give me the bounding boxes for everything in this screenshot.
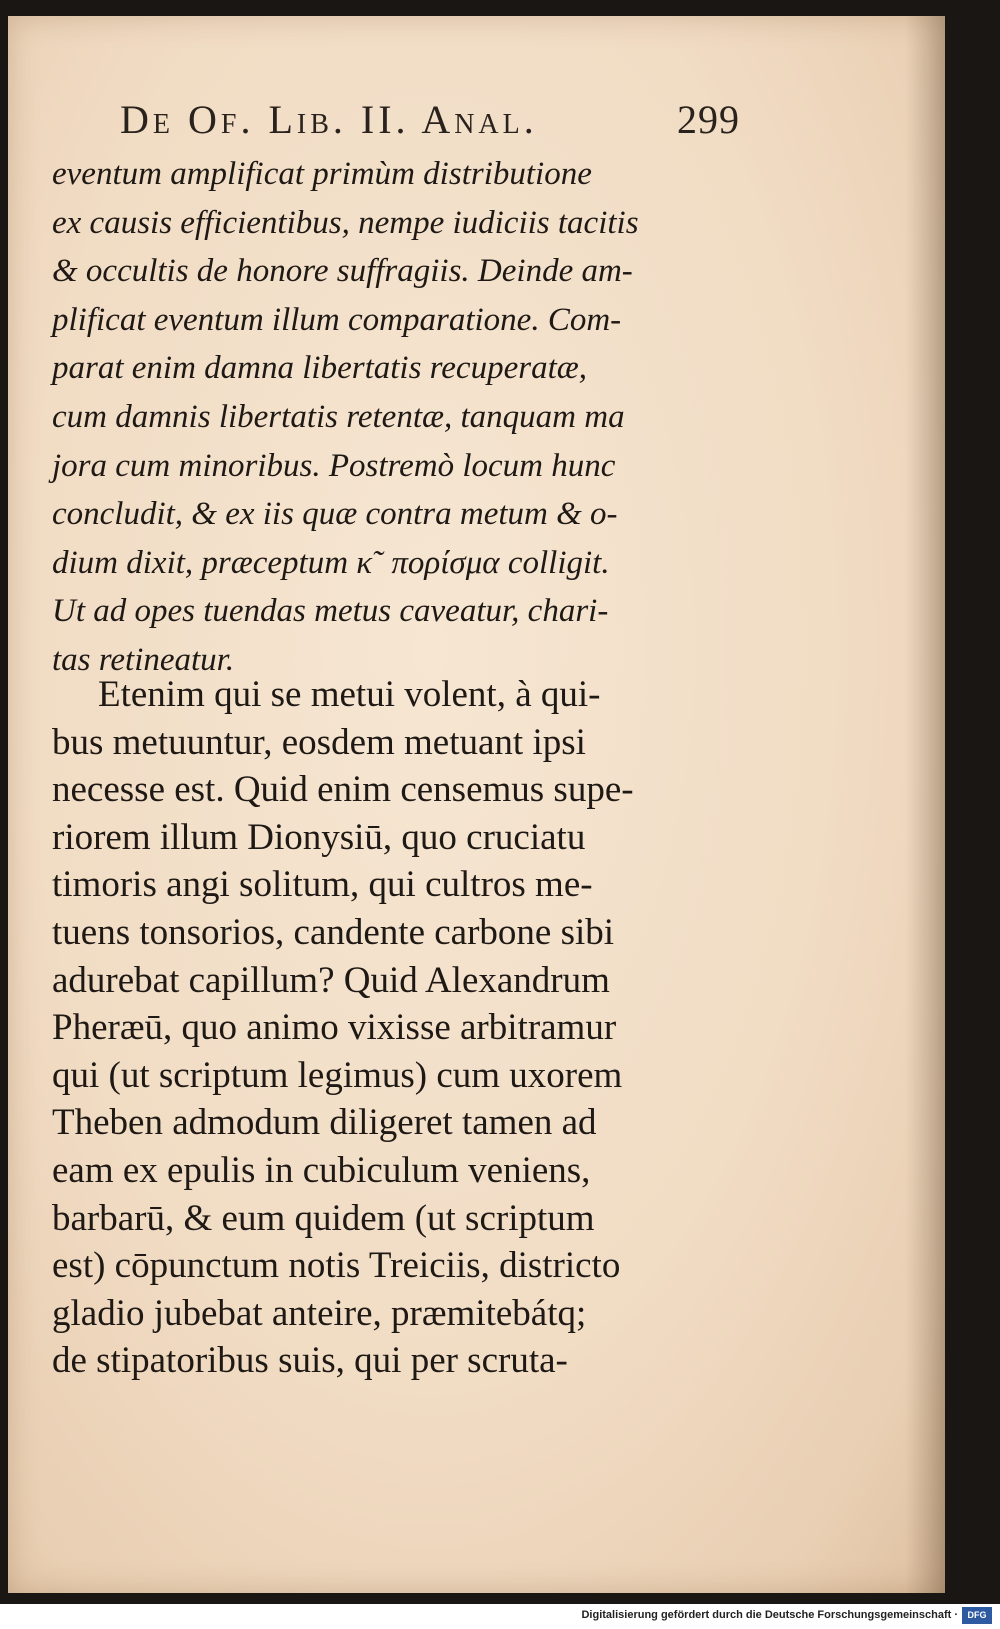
italic-line: jora cum minoribus. Postremò locum hunc [52, 447, 616, 484]
italic-line: concludit, & ex iis quæ contra metum & o- [52, 496, 618, 533]
book-page [8, 16, 945, 1593]
italic-line: parat enim damna libertatis recuperatæ, [52, 350, 587, 387]
dfg-logo-icon: DFG [962, 1607, 992, 1624]
roman-line: bus metuuntur, eosdem metuant ipsi [52, 721, 586, 763]
roman-line: adurebat capillum? Quid Alexandrum [52, 959, 610, 1001]
roman-line: tuens tonsorios, candente carbone sibi [52, 911, 615, 953]
page-edge-shadow [905, 16, 945, 1593]
italic-line: tas retineatur. [52, 641, 235, 678]
roman-line: de stipatoribus suis, qui per scruta- [52, 1340, 568, 1382]
roman-line: timoris angi solitum, qui cultros me- [52, 864, 593, 906]
roman-line: Theben admodum diligeret tamen ad [52, 1102, 597, 1144]
roman-line: Etenim qui se metui volent, à qui- [98, 674, 601, 715]
roman-line: eam ex epulis in cubiculum veniens, [52, 1149, 591, 1191]
italic-line: dium dixit, præceptum κ῀ πορίσμα colligit. [52, 544, 610, 581]
italic-line: ex causis efficientibus, nempe iudiciis tacitis [52, 204, 639, 241]
italic-line: Ut ad opes tuendas metus caveatur, chari- [52, 593, 609, 630]
running-header [120, 90, 740, 146]
roman-line: riorem illum Dionysiū, quo cruciatu [52, 816, 586, 858]
italic-line: eventum amplificat primùm distributione [52, 156, 592, 192]
italic-line: & occultis de honore suffragiis. Deinde am- [52, 253, 633, 290]
funding-credit: Digitalisierung gefördert durch die Deutsche Forschungsgemeinschaft · [581, 1609, 958, 1621]
roman-line: est) cōpunctum notis Treiciis, districto [52, 1245, 621, 1287]
italic-line: cum damnis libertatis retentæ, tanquam ma [52, 398, 625, 435]
roman-line: gladio jubebat anteire, præmitebátq; [52, 1292, 587, 1334]
main-text-paragraph [52, 671, 742, 1385]
roman-line: necesse est. Quid enim censemus supe- [52, 769, 634, 811]
roman-line: Pheræū, quo animo vixisse arbitramur [52, 1007, 617, 1049]
header-title: De Of. Lib. II. Anal. [120, 97, 538, 142]
roman-line: barbarū, & eum quidem (ut scriptum [52, 1197, 595, 1239]
analysis-paragraph [52, 150, 742, 685]
roman-line: qui (ut scriptum legimus) cum uxorem [52, 1054, 623, 1096]
italic-line: plificat eventum illum comparatione. Com- [52, 301, 622, 338]
page-number: 299 [677, 97, 740, 142]
digitization-footer [0, 1604, 1000, 1629]
